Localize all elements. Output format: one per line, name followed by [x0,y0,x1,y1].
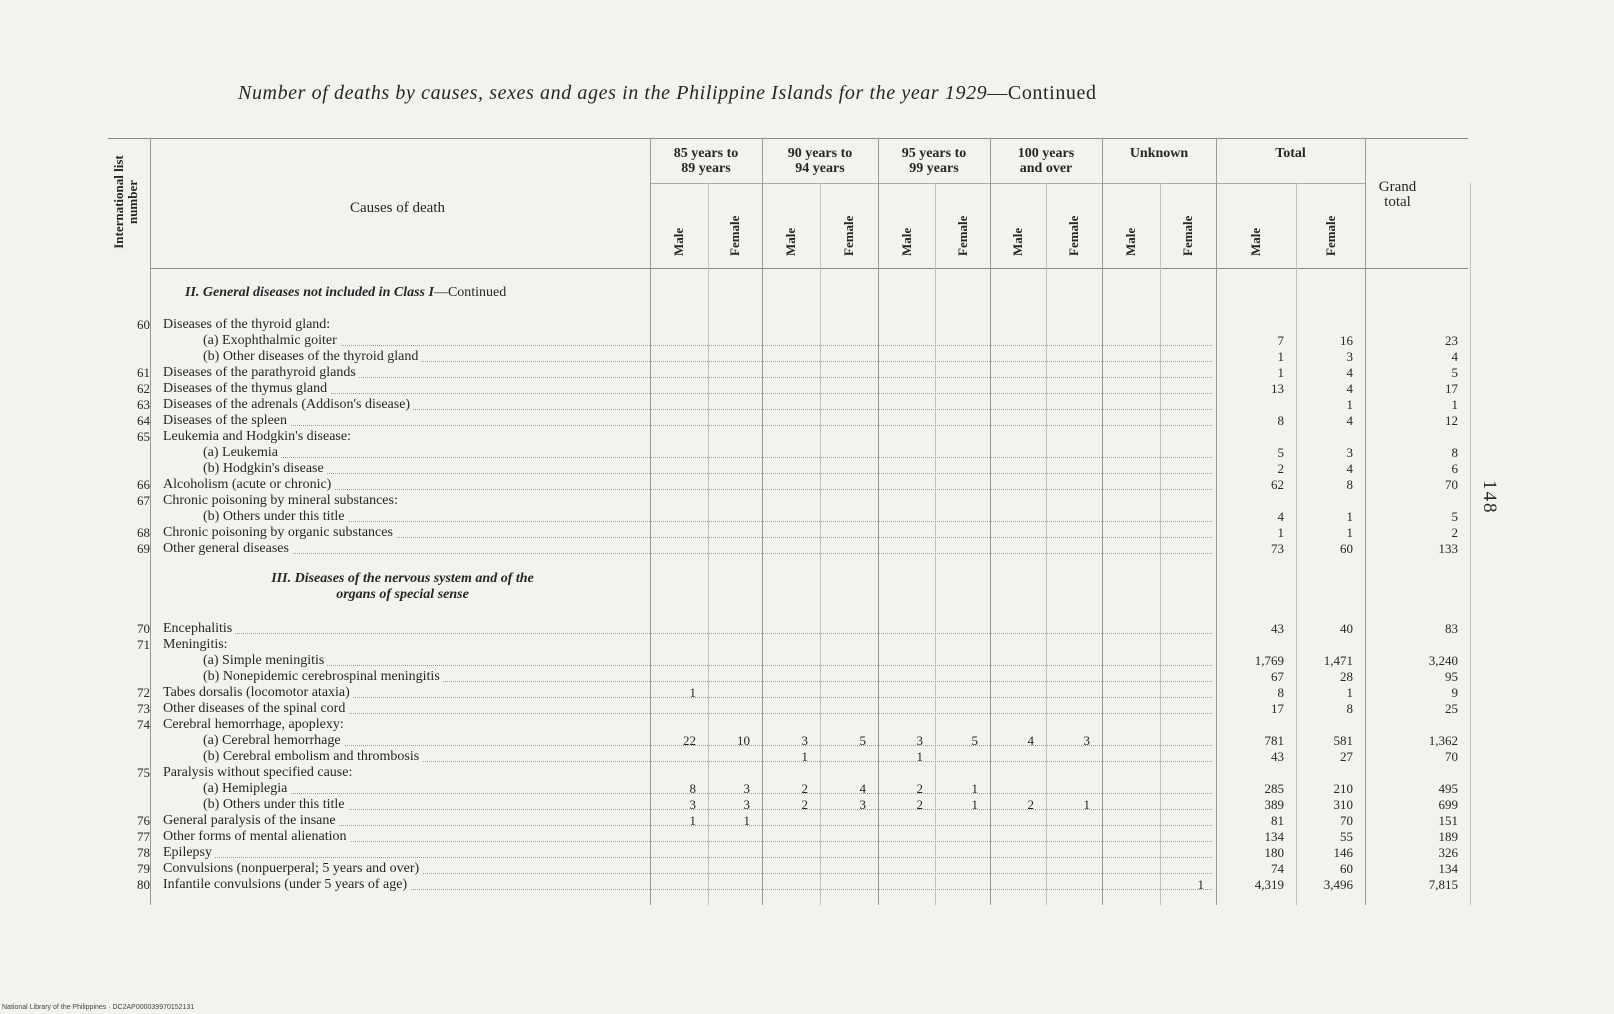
intl-list-number: 62 [137,381,150,396]
grand-total-cell: 133 [1438,541,1458,556]
data-cell: 8 [1277,413,1284,428]
male-subheader: Male [1248,227,1263,256]
intl-list-number: 67 [137,493,150,508]
cause-label: (a) Hemiplegia [203,781,290,796]
table-row [0,733,1614,749]
male-subheader: Male [1123,227,1138,256]
table-row [0,861,1614,877]
data-cell: 1 [689,813,696,828]
age-group-header [762,146,878,176]
intl-list-number: 71 [137,637,150,652]
data-cell: 60 [1340,861,1353,876]
intl-list-number: 79 [137,861,150,876]
data-cell: 4,319 [1254,877,1284,892]
cause-label: Cerebral hemorrhage, apoplexy: [163,717,347,732]
grand-total-header-line2: total [1384,194,1411,210]
data-cell: 73 [1271,541,1284,556]
grand-total-cell: 83 [1445,621,1458,636]
female-subheader: Female [1066,215,1081,256]
female-subheader: Female [841,215,856,256]
data-cell: 581 [1333,733,1353,748]
causes-of-death-header: Causes of death [350,200,445,216]
leader-dots [163,425,1212,426]
cause-of-death [203,445,1212,461]
grand-total-cell: 5 [1451,365,1458,380]
data-cell: 310 [1333,797,1353,812]
section-heading-line: III. Diseases of the nervous system and of the [271,571,534,586]
female-subheader: Female [1180,215,1195,256]
intl-list-number: 60 [137,317,150,332]
cause-of-death [163,541,1212,557]
table-row [0,493,1614,509]
data-cell: 4 [859,781,866,796]
cause-of-death [203,653,1212,669]
data-cell: 1,471 [1323,653,1353,668]
intl-list-number: 69 [137,541,150,556]
data-cell: 7 [1277,333,1284,348]
cause-of-death [163,381,1212,397]
data-cell: 8 [1346,477,1353,492]
intl-list-number-header: International list number [111,155,140,249]
cause-label: Diseases of the adrenals (Addison's disease) [163,397,413,412]
data-cell: 1 [1277,349,1284,364]
data-cell: 5 [971,733,978,748]
grand-total-cell: 23 [1445,333,1458,348]
intl-list-number: 70 [137,621,150,636]
cause-label: (b) Others under this title [203,509,348,524]
age-group-header [990,146,1102,176]
data-cell: 16 [1340,333,1353,348]
data-cell: 2 [801,781,808,796]
cause-label: Tabes dorsalis (locomotor ataxia) [163,685,353,700]
grand-total-cell: 25 [1445,701,1458,716]
cause-label: Epilepsy [163,845,215,860]
cause-label: Encephalitis [163,621,235,636]
table-row [0,653,1614,669]
cause-of-death [203,509,1212,525]
data-cell: 4 [1277,509,1284,524]
cause-of-death [163,877,1212,893]
cause-of-death [203,461,1212,477]
table-row [0,509,1614,525]
table-row [0,637,1614,653]
cause-of-death [163,397,1212,413]
intl-list-number: 77 [137,829,150,844]
cause-of-death [163,701,1212,717]
data-cell: 3,496 [1323,877,1353,892]
cause-label: (a) Leukemia [203,445,281,460]
data-cell: 3 [1083,733,1090,748]
data-cell: 1 [689,685,696,700]
table-row [0,669,1614,685]
cause-label: Diseases of the thymus gland [163,381,330,396]
data-cell: 3 [1346,445,1353,460]
age-group-header-line2: 89 years [681,161,731,176]
data-cell: 1 [1346,525,1353,540]
age-group-header-line2: and over [1019,161,1073,176]
section-heading-iii [225,571,580,603]
cause-of-death [203,349,1212,365]
data-cell: 146 [1333,845,1353,860]
male-subheader: Male [898,227,914,256]
table-row [0,445,1614,461]
cause-label: Other forms of mental alienation [163,829,350,844]
title-suffix: —Continued [987,82,1097,104]
cause-label: (b) Hodgkin's disease [203,461,327,476]
table-row [0,701,1614,717]
age-group-header [1102,146,1216,161]
age-group-header-line2: 99 years [909,161,959,176]
cause-label: General paralysis of the insane [163,813,339,828]
cause-of-death [203,749,1212,765]
data-cell: 1 [916,749,923,764]
table-row [0,413,1614,429]
age-group-header-line1: 90 years to [787,146,853,161]
data-cell: 3 [1346,349,1353,364]
age-group-header-line1: 85 years to [673,146,739,161]
data-cell: 17 [1271,701,1284,716]
leader-dots [203,665,1212,666]
grand-total-cell: 70 [1445,749,1458,764]
table-row [0,781,1614,797]
table-row [0,717,1614,733]
grand-total-cell: 134 [1438,861,1458,876]
cause-of-death [163,429,1212,445]
data-cell: 4 [1027,733,1034,748]
cause-of-death [163,413,1212,429]
table-row [0,797,1614,813]
table-row [0,317,1614,333]
cause-of-death [163,861,1212,877]
male-subheader: Male [1010,227,1025,256]
data-cell: 4 [1346,381,1353,396]
leader-dots [203,457,1212,458]
cause-of-death [163,317,1212,333]
cause-label: Paralysis without specified cause: [163,765,355,780]
data-cell: 28 [1340,669,1353,684]
leader-dots [163,633,1212,634]
cause-label: Chronic poisoning by organic substances [163,525,396,540]
intl-list-number: 63 [137,397,150,412]
cause-label: Infantile convulsions (under 5 years of age) [163,877,410,892]
page-number: 148 [1479,480,1500,515]
cause-of-death [163,525,1212,541]
table-row [0,477,1614,493]
data-cell: 5 [859,733,866,748]
table-row [0,349,1614,365]
cause-label: Diseases of the parathyroid glands [163,365,359,380]
table-row [0,845,1614,861]
table-row [0,381,1614,397]
grand-total-cell: 95 [1445,669,1458,684]
grand-total-cell: 189 [1438,829,1458,844]
data-cell: 389 [1264,797,1284,812]
age-group-header-line1: 95 years to [901,146,967,161]
cause-label: Diseases of the thyroid gland: [163,317,333,332]
intl-list-number: 73 [137,701,150,716]
cause-label: (a) Simple meningitis [203,653,327,668]
data-cell: 8 [689,781,696,796]
cause-of-death [203,333,1212,349]
intl-list-number: 66 [137,477,150,492]
cause-of-death [163,493,1212,509]
table-row [0,749,1614,765]
cause-label: (b) Others under this title [203,797,348,812]
header-bottom-rule [150,268,1468,269]
data-cell: 81 [1271,813,1284,828]
table-row [0,877,1614,893]
data-cell: 210 [1333,781,1353,796]
data-cell: 62 [1271,477,1284,492]
leader-dots [203,521,1212,522]
section-heading-text: II. General diseases not included in Class I [185,285,434,300]
male-subheader: Male [783,227,798,256]
cause-of-death [163,477,1212,493]
data-cell: 1 [1346,397,1353,412]
age-group-header-line1: Unknown [1129,146,1189,161]
grand-total-cell: 2 [1451,525,1458,540]
data-cell: 55 [1340,829,1353,844]
table-row [0,525,1614,541]
cause-of-death [163,717,1212,733]
cause-label: Alcoholism (acute or chronic) [163,477,334,492]
data-cell: 74 [1271,861,1284,876]
intl-list-number: 76 [137,813,150,828]
grand-total-cell: 4 [1451,349,1458,364]
intl-list-number: 74 [137,717,150,732]
data-cell: 13 [1271,381,1284,396]
data-cell: 1 [1083,797,1090,812]
grand-total-cell: 5 [1451,509,1458,524]
data-cell: 3 [689,797,696,812]
grand-total-cell: 3,240 [1428,653,1458,668]
page-title [238,82,1378,105]
data-cell: 1 [971,797,978,812]
age-group-header [650,146,762,176]
leader-dots [203,473,1212,474]
cause-label: (a) Exophthalmic goiter [203,333,340,348]
data-cell: 3 [859,797,866,812]
cause-of-death [163,365,1212,381]
data-cell: 1 [1197,877,1204,892]
cause-label: (b) Other diseases of the thyroid gland [203,349,421,364]
data-cell: 2 [916,781,923,796]
age-group-header [1216,146,1365,161]
grand-total-cell: 9 [1451,685,1458,700]
age-group-header-line2: 94 years [795,161,845,176]
data-cell: 10 [737,733,750,748]
cause-label: (a) Cerebral hemorrhage [203,733,344,748]
data-cell: 285 [1264,781,1284,796]
intl-list-number: 61 [137,365,150,380]
grand-total-header-line1: Grand [1378,179,1417,195]
table-row [0,461,1614,477]
data-cell: 5 [1277,445,1284,460]
scan-footer: National Library of the Philippines · DC2AP000039970152131 [2,1004,195,1011]
cause-label: Diseases of the spleen [163,413,290,428]
data-cell: 1 [1346,685,1353,700]
data-cell: 2 [1277,461,1284,476]
grand-total-cell: 151 [1438,813,1458,828]
table-row [0,813,1614,829]
data-cell: 3 [743,797,750,812]
data-cell: 4 [1346,461,1353,476]
age-group-header-line1: Total [1275,146,1306,161]
data-cell: 781 [1264,733,1284,748]
grand-total-cell: 7,815 [1428,877,1458,892]
data-cell: 1 [1277,365,1284,380]
data-cell: 1 [743,813,750,828]
cause-label: Convulsions (nonpuerperal; 5 years and over) [163,861,422,876]
age-group-header [878,146,990,176]
cause-of-death [163,637,1212,653]
age-group-header-line1: 100 years [1017,146,1075,161]
female-subheader: Female [1322,215,1338,256]
cause-of-death [163,621,1212,637]
data-cell: 3 [801,733,808,748]
cause-label: (b) Cerebral embolism and thrombosis [203,749,422,764]
cause-label: Chronic poisoning by mineral substances: [163,493,401,508]
data-cell: 1,769 [1254,653,1284,668]
table-row [0,365,1614,381]
cause-label: (b) Nonepidemic cerebrospinal meningitis [203,669,443,684]
data-cell: 3 [916,733,923,748]
data-cell: 40 [1340,621,1353,636]
data-cell: 70 [1340,813,1353,828]
data-cell: 1 [1346,509,1353,524]
data-cell: 1 [971,781,978,796]
leader-dots [163,857,1212,858]
data-cell: 1 [801,749,808,764]
grand-total-cell: 12 [1445,413,1458,428]
table-row [0,829,1614,845]
cause-label: Leukemia and Hodgkin's disease: [163,429,354,444]
grand-total-cell: 6 [1451,461,1458,476]
data-cell: 43 [1271,749,1284,764]
grand-total-header [1365,180,1430,210]
female-subheader: Female [727,215,742,256]
grand-total-cell: 8 [1451,445,1458,460]
table-row [0,397,1614,413]
grand-total-cell: 1,362 [1428,733,1458,748]
cause-of-death [163,829,1212,845]
grand-total-cell: 70 [1445,477,1458,492]
data-cell: 8 [1346,701,1353,716]
grand-total-cell: 495 [1438,781,1458,796]
table-row [0,541,1614,557]
table-top-rule [108,138,1468,139]
cause-label: Other general diseases [163,541,292,556]
grand-total-cell: 326 [1438,845,1458,860]
grand-total-cell: 17 [1445,381,1458,396]
data-cell: 27 [1340,749,1353,764]
table-row [0,621,1614,637]
cause-of-death [163,845,1212,861]
leader-dots [163,553,1212,554]
data-cell: 2 [801,797,808,812]
section-heading-line: organs of special sense [336,587,469,602]
data-cell: 60 [1340,541,1353,556]
cause-of-death [203,669,1212,685]
cause-label: Meningitis: [163,637,231,652]
data-cell: 2 [916,797,923,812]
data-cell: 180 [1264,845,1284,860]
female-subheader: Female [954,215,970,256]
table-row [0,333,1614,349]
data-cell: 4 [1346,413,1353,428]
leader-dots [203,345,1212,346]
intl-list-number: 78 [137,845,150,860]
male-subheader: Male [671,227,686,256]
intl-list-number: 68 [137,525,150,540]
data-cell: 8 [1277,685,1284,700]
section-heading-suffix: —Continued [433,285,507,300]
data-cell: 4 [1346,365,1353,380]
section-heading-ii [185,285,506,301]
intl-list-number: 75 [137,765,150,780]
data-cell: 22 [683,733,696,748]
data-cell: 3 [743,781,750,796]
table-row [0,685,1614,701]
cause-of-death [163,765,1212,781]
cause-label: Other diseases of the spinal cord [163,701,348,716]
title-text: Number of deaths by causes, sexes and ages in the Philippine Islands for the year 1929 [238,82,988,104]
table-row [0,765,1614,781]
intl-list-number: 65 [137,429,150,444]
grand-total-cell: 699 [1438,797,1458,812]
data-cell: 43 [1271,621,1284,636]
data-cell: 134 [1264,829,1284,844]
grand-total-cell: 1 [1451,397,1458,412]
data-cell: 67 [1271,669,1284,684]
data-cell: 1 [1277,525,1284,540]
data-cell: 2 [1027,797,1034,812]
age-group-rule [650,183,1365,184]
intl-list-number: 72 [137,685,150,700]
intl-list-number: 80 [137,877,150,892]
intl-list-number: 64 [137,413,150,428]
table-row [0,429,1614,445]
